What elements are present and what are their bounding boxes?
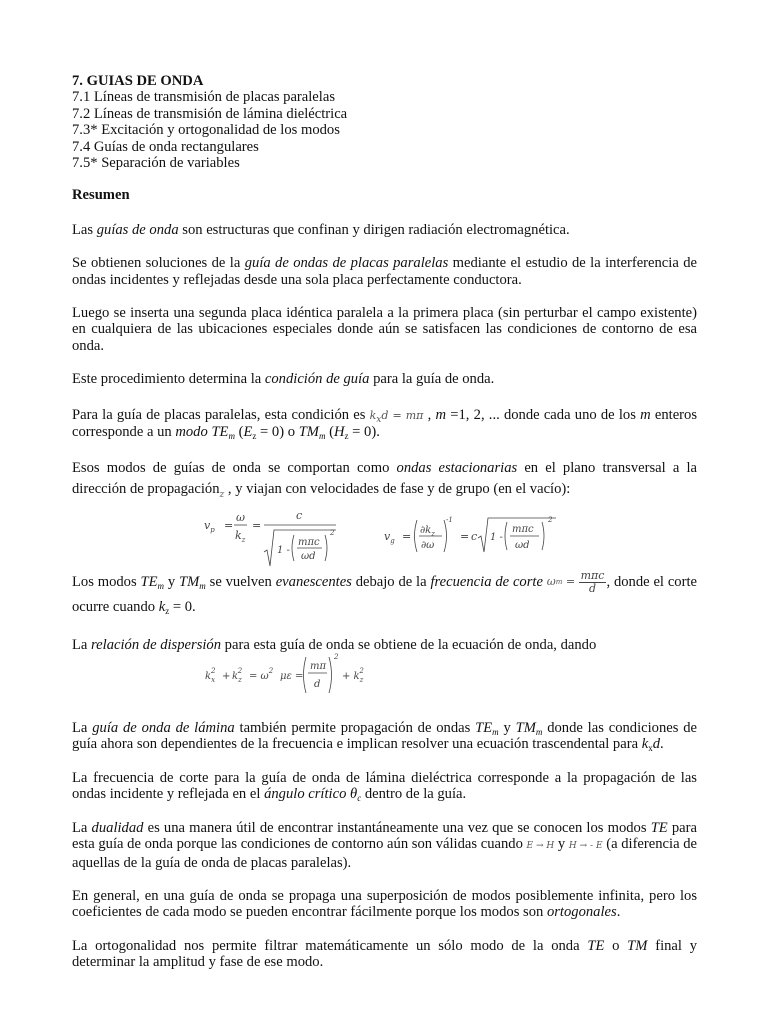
- toc-item: 7.1 Líneas de transmisión de placas paralelas: [72, 89, 336, 106]
- document-page: [72, 73, 697, 971]
- svg-text:+: +: [222, 671, 231, 683]
- paragraph-8: La relación de dispersión para esta guía de onda se obtiene de la ecuación de onda, dando: [72, 636, 597, 653]
- toc-item: 7.5* Separación de variables: [72, 155, 240, 172]
- svg-text:2: 2: [548, 515, 553, 524]
- dispersion-equation-row: [72, 653, 697, 699]
- svg-text:mπc: mπc: [298, 536, 320, 548]
- svg-text:=: =: [460, 529, 470, 543]
- table-of-contents: [72, 73, 697, 171]
- svg-text:2: 2: [334, 653, 339, 662]
- svg-text:=: =: [224, 518, 234, 532]
- svg-text:kx2: $k_x2$: [205, 667, 216, 685]
- svg-text:kz: $k_z$: [235, 528, 246, 544]
- dispersion-relation-equation: [205, 653, 375, 697]
- svg-text:d: d: [314, 679, 321, 691]
- section-title: Resumen: [72, 187, 130, 204]
- svg-text:=: =: [252, 518, 262, 532]
- svg-text:kz2: $k_z2$: [232, 667, 243, 685]
- paragraph-7: Los modos $TE_m$ y $TM_m$ se vuelven evanescentes debajo de la frecuencia de corte ω m = $\frac{\text{mπc}}{d}$ , donde el corte ocurre cuando $k_z = 0$.: [72, 568, 697, 616]
- duality-h-to-minus-e: H → - E: [568, 841, 603, 852]
- svg-text:=: =: [402, 529, 412, 543]
- phase-velocity-equation: [204, 508, 344, 568]
- duality-e-to-h: E → H: [526, 841, 555, 852]
- svg-text:c: c: [296, 508, 303, 522]
- group-velocity-equation: [384, 508, 564, 558]
- toc-item: 7.4 Guías de onda rectangulares: [72, 138, 259, 155]
- svg-text:∂kz: $\partial k_z$: [420, 524, 435, 538]
- svg-text:vp: $v_p$: [204, 518, 215, 534]
- paragraph-11: La dualidad es una manera útil de encontrar instantáneamente una vez que se conocen los modos TE para esta guía de onda porque las condiciones de contorno aún son válidas cuando E → H y H → - E (a diferencia de aquellas de la guía de onda de placas paralelas).: [72, 819, 697, 871]
- svg-text:-1: -1: [446, 515, 453, 524]
- svg-text:= ω2: = $\omega^2$: [249, 667, 274, 683]
- svg-text:1 -: 1 -: [490, 531, 503, 543]
- svg-text:vg: $v_g$: [384, 529, 395, 545]
- paragraph-13: La ortogonalidad nos permite filtrar matemáticamente un sólo modo de la onda TE o TM final y determinar la amplitud y fase de ese modo.: [72, 937, 698, 971]
- paragraph-2: Se obtienen soluciones de la guía de ondas de placas paralelas mediante el estudio de la interferencia de ondas incidentes y reflejadas desde una sola placa perfectamente conductora.: [72, 255, 697, 288]
- velocity-equations: [72, 508, 697, 570]
- svg-text:mπ: mπ: [310, 661, 327, 673]
- svg-text:1 -: 1 -: [277, 544, 290, 556]
- paragraph-10: La frecuencia de corte para la guía de onda de lámina dieléctrica corresponde a la propagación de las ondas incidente y reflejada en el ángulo crítico $\theta_c$ dentro de la guía.: [72, 769, 697, 804]
- guide-condition-equation: $k_xd = m\pi$: [369, 408, 424, 425]
- svg-text:+ kz2: + $k_z2$: [342, 667, 364, 685]
- svg-text:mπc: mπc: [512, 523, 534, 535]
- chapter-heading: 7. GUIAS DE ONDA: [72, 73, 204, 89]
- svg-text:c: c: [471, 529, 478, 543]
- cutoff-frequency-equation: ω m = $\frac{\text{mπc}}{d}$: [546, 568, 605, 595]
- svg-text:ωd: ωd: [515, 539, 530, 551]
- toc-item: 7.3* Excitación y ortogonalidad de los modos: [72, 122, 340, 139]
- svg-text:ωd: ωd: [301, 550, 316, 562]
- svg-text:με =: με =: [280, 671, 304, 683]
- toc-item: 7.2 Líneas de transmisión de lámina dieléctrica: [72, 105, 348, 122]
- paragraph-5: Para la guía de placas paralelas, esta condición es $k_xd = m\pi$ , m =1, 2, ... donde cada uno de los m enteros corresponde a un modo $TE_m$ $(E_z = 0)$ o $TM_m$ $(H_z = 0)$.: [72, 406, 698, 442]
- paragraph-4: Este procedimiento determina la condición de guía para la guía de onda.: [72, 371, 495, 388]
- paragraph-6: Esos modos de guías de onda se comportan como ondas estacionarias en el plano transversal a la dirección de propagación$_z$ , y viajan con velocidades de fase y de grupo (en el vacío):: [72, 459, 697, 500]
- paragraph-1: Las guías de onda son estructuras que confinan y dirigen radiación electromagnética.: [72, 221, 570, 238]
- paragraph-9: La guía de onda de lámina también permite propagación de ondas $TE_m$ y $TM_m$ donde las condiciones de guía ahora son dependientes de la frecuencia e implican resolver una ecuación trascendental para $k_xd$.: [72, 720, 698, 754]
- paragraph-12: En general, en una guía de onda se propaga una superposición de modos posiblemente infinita, pero los coeficientes de cada modo se pueden encontrar fácilmente porque los modos son ortogonales.: [72, 887, 697, 921]
- paragraph-3: Luego se inserta una segunda placa idéntica paralela a la primera placa (sin perturbar el campo existente) en cualquiera de las ubicaciones especiales donde aún se satisfacen las condiciones de contorno de esa onda.: [72, 305, 697, 354]
- svg-text:ω: ω: [236, 510, 245, 524]
- svg-text:2: 2: [330, 528, 335, 537]
- svg-text:∂ω: ∂ω: [421, 539, 435, 551]
